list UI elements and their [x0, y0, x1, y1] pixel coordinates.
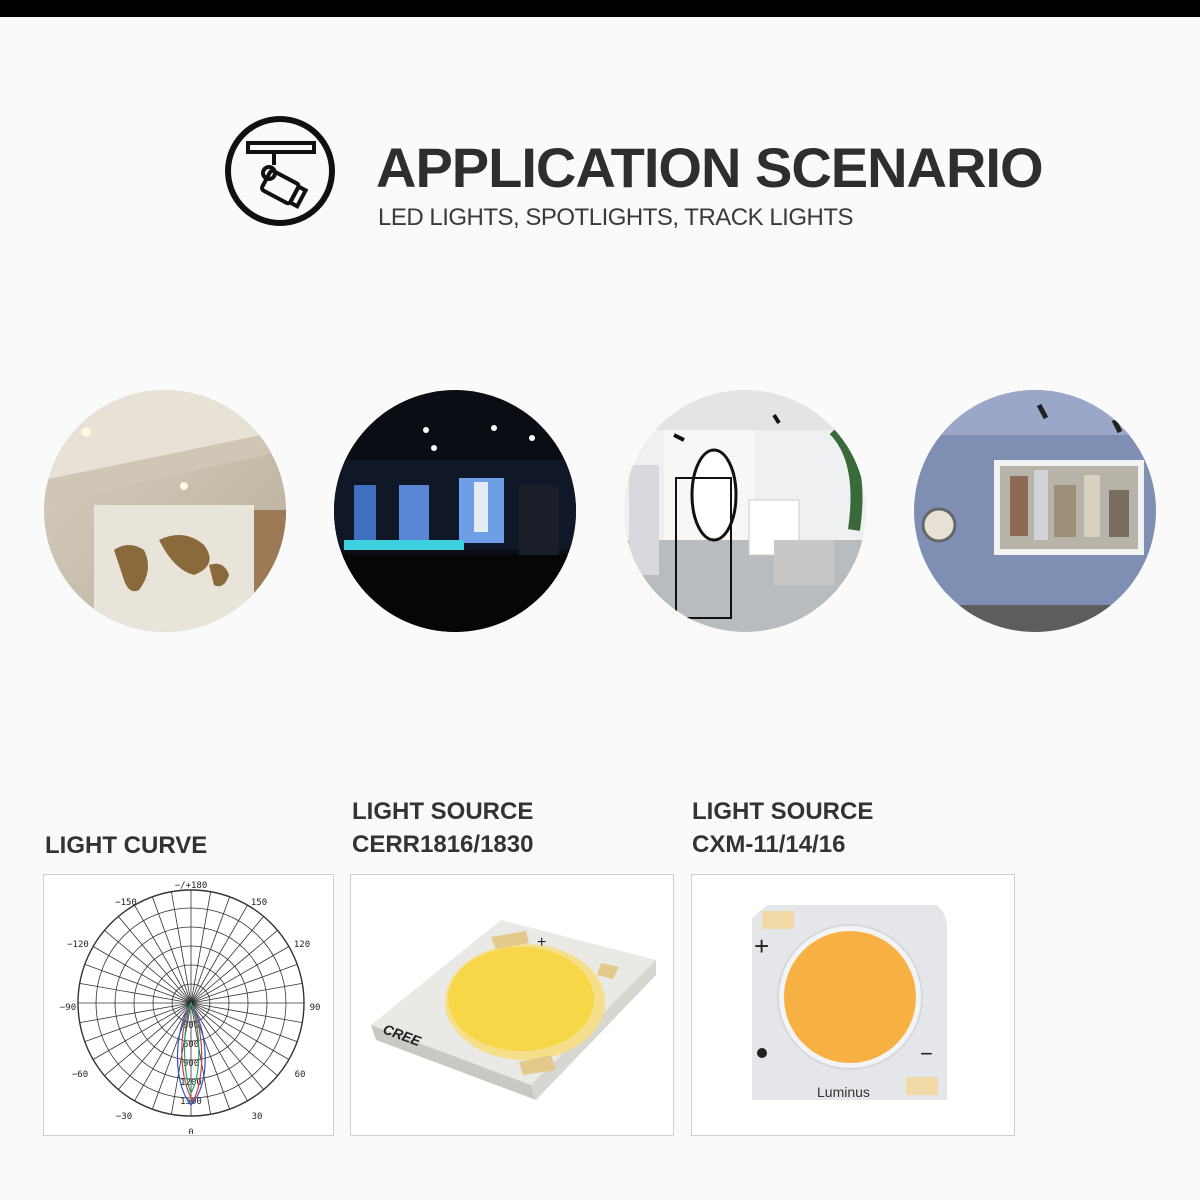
light-curve-panel [43, 874, 334, 1136]
light-curve-label: LIGHT CURVE [45, 832, 208, 859]
scene-dark-showroom [334, 390, 576, 632]
angle-label-60: 60 [294, 1070, 306, 1080]
angle-label-180: −/+180 [174, 881, 208, 891]
radial-label: 900 [182, 1059, 200, 1069]
radial-label: 1200 [180, 1078, 202, 1088]
cree-brand-text: CREE [380, 1020, 424, 1050]
scene-living-room [44, 390, 286, 632]
angle-label-neg60: −60 [71, 1070, 89, 1080]
source-b-label-line2: CXM-11/14/16 [692, 831, 846, 858]
angle-label-30: 30 [251, 1112, 263, 1122]
scene-blue-wall [914, 390, 1156, 632]
source-a-label-line1: LIGHT SOURCE [352, 798, 534, 825]
page-subtitle: LED LIGHTS, SPOTLIGHTS, TRACK LIGHTS [378, 204, 853, 231]
cree-chip-image [351, 875, 672, 1134]
top-bar [0, 0, 1200, 17]
source-a-panel [350, 874, 674, 1136]
cree-plus-sign: + [537, 934, 547, 951]
angle-label-0: 0 [188, 1128, 194, 1134]
angle-label-neg150: −150 [115, 898, 137, 908]
luminus-chip-image [692, 875, 1013, 1134]
polar-diagram [44, 875, 332, 1134]
source-b-label-line1: LIGHT SOURCE [692, 798, 874, 825]
radial-label: 0 [188, 1000, 194, 1010]
scene-white-showroom [624, 390, 866, 632]
angle-label-neg30: −30 [115, 1112, 133, 1122]
luminus-minus-sign: − [920, 1041, 933, 1066]
page-title: APPLICATION SCENARIO [376, 136, 1043, 199]
angle-label-150: 150 [250, 898, 268, 908]
angle-label-neg120: −120 [67, 940, 89, 950]
radial-label: 600 [182, 1040, 200, 1050]
angle-label-120: 120 [293, 940, 311, 950]
angle-label-90: 90 [309, 1003, 321, 1013]
angle-label-neg90: −90 [59, 1003, 77, 1013]
track-spotlight-icon [224, 115, 336, 227]
radial-label: 300 [182, 1021, 200, 1031]
luminus-brand-text: Luminus [817, 1084, 870, 1100]
source-a-label-line2: CERR1816/1830 [352, 831, 534, 858]
source-b-panel [691, 874, 1015, 1136]
luminus-plus-sign: + [754, 931, 770, 961]
radial-label: 1500 [180, 1097, 202, 1107]
